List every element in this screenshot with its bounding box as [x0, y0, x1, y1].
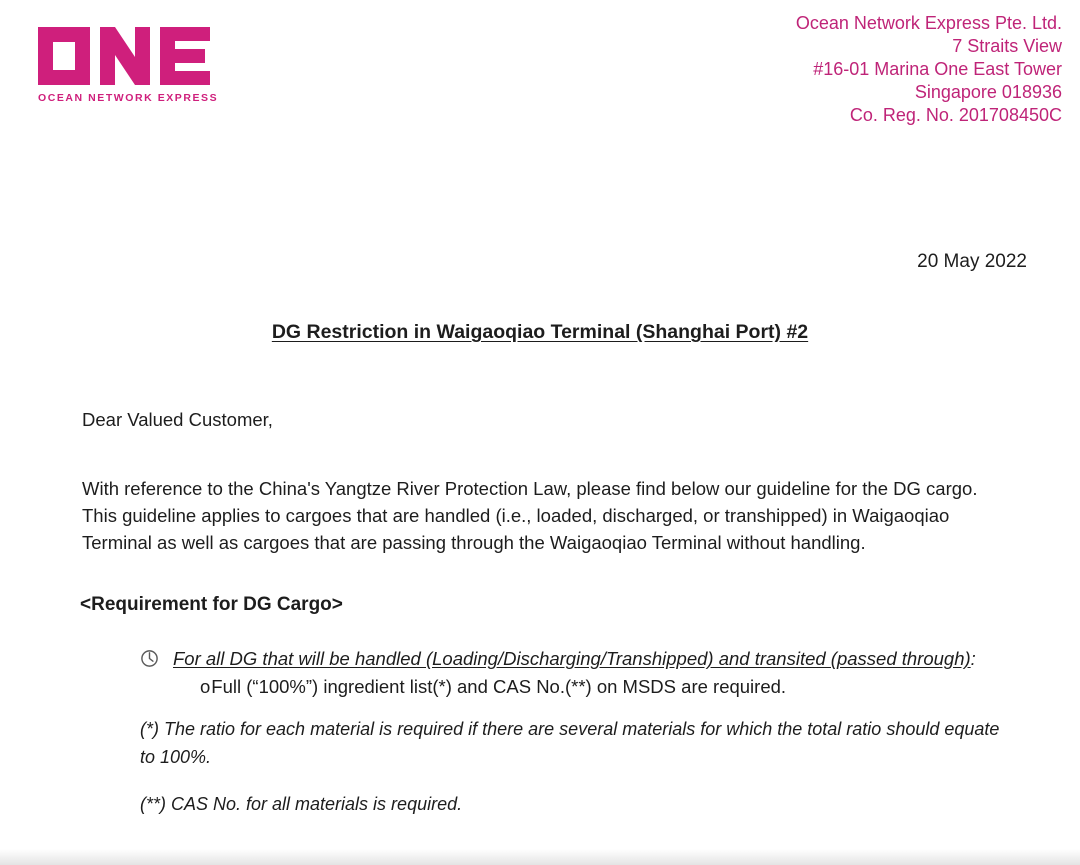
- address-line-2: #16-01 Marina One East Tower: [813, 59, 1062, 79]
- clock-icon: [140, 649, 159, 668]
- one-logo: [38, 26, 218, 104]
- footnote-asterisk: (*) The ratio for each material is required if there are several materials for which the total ratio should equate to 100%.: [140, 719, 1000, 767]
- logo-tagline: OCEAN NETWORK EXPRESS: [38, 92, 219, 104]
- company-name: Ocean Network Express Pte. Ltd.: [795, 13, 1062, 33]
- sub-bullet-marker: o: [200, 675, 211, 697]
- bullet-text: [173, 645, 976, 673]
- letterhead: [0, 0, 1080, 130]
- sub-bullet: [200, 673, 1017, 701]
- letter-date: 20 May 2022: [917, 251, 1027, 272]
- intro-paragraph: With reference to the China's Yangtze River Protection Law, please find below our guideline for the DG cargo. This guideline applies to cargoes that are handled (i.e., loaded, discharged, or transhipped) in Waigaoqiao Terminal as well as cargoes that are passing through the Waigaoqiao Terminal without handling.: [82, 478, 978, 553]
- one-logo-mark: [38, 26, 210, 86]
- address-line-1: 7 Straits View: [952, 36, 1062, 56]
- letter-date-row: [0, 250, 1080, 274]
- section-heading: <Requirement for DG Cargo>: [80, 594, 343, 615]
- company-reg-no: Co. Reg. No. 201708450C: [849, 105, 1062, 125]
- letter-title: DG Restriction in Waigaoqiao Terminal (Shanghai Port) #2: [271, 321, 809, 343]
- sub-bullet-text: Full (“100%”) ingredient list(*) and CAS No.(**) on MSDS are required.: [211, 675, 787, 697]
- bottom-edge-shadow: [0, 849, 1080, 865]
- dg-requirement-bullet: [140, 645, 1017, 673]
- address-line-3: Singapore 018936: [914, 82, 1062, 102]
- bullet-suffix: :: [970, 648, 976, 669]
- bullet-underlined-text: For all DG that will be handled (Loading/Discharging/Transhipped) and transited (passed through): [173, 648, 971, 669]
- company-address-block: [796, 12, 1062, 127]
- salutation: Dear Valued Customer,: [82, 409, 273, 430]
- footnote-double-asterisk: (**) CAS No. for all materials is required.: [140, 794, 463, 814]
